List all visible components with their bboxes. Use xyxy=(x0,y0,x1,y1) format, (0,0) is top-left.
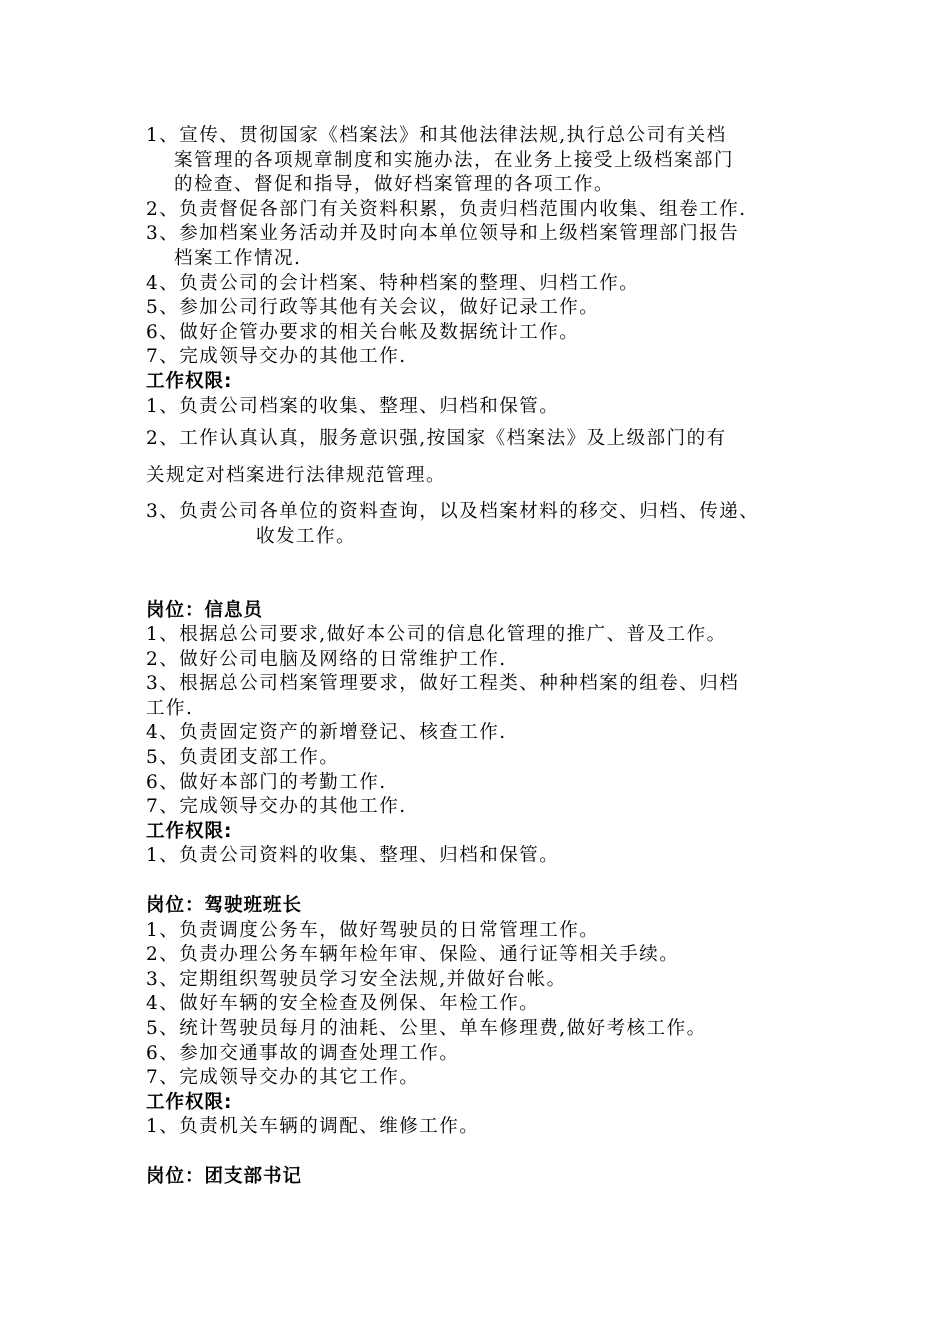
duty-item-continued: 工作. xyxy=(146,697,194,719)
authority-heading: 工作权限: xyxy=(146,820,233,842)
duty-item: 3、参加档案业务活动并及时向本单位领导和上级档案管理部门报告 xyxy=(146,223,740,245)
document-page xyxy=(146,124,846,1190)
authority-item: 2、工作认真认真，服务意识强,按国家《档案法》及上级部门的有 xyxy=(146,428,727,450)
position-heading-league-secretary: 岗位：团支部书记 xyxy=(146,1165,303,1187)
position-heading-driving-team-leader: 岗位：驾驶班班长 xyxy=(146,895,303,917)
duty-item: 7、完成领导交办的其他工作. xyxy=(146,346,407,368)
authority-item-continued: 收发工作。 xyxy=(256,525,357,547)
duty-item: 7、完成领导交办的其它工作。 xyxy=(146,1067,420,1089)
duty-item-continued: 的检查、督促和指导，做好档案管理的各项工作。 xyxy=(174,174,615,196)
duty-item: 2、做好公司电脑及网络的日常维护工作. xyxy=(146,648,507,670)
authority-item-continued: 关规定对档案进行法律规范管理。 xyxy=(146,464,447,486)
authority-item: 1、负责机关车辆的调配、维修工作。 xyxy=(146,1116,480,1138)
duty-item: 7、完成领导交办的其他工作. xyxy=(146,796,407,818)
duty-item: 4、做好车辆的安全检查及例保、年检工作。 xyxy=(146,993,540,1015)
archive-authority xyxy=(146,395,846,550)
duty-item: 2、负责办理公务车辆年检年审、保险、通行证等相关手续。 xyxy=(146,944,680,966)
duty-item: 3、根据总公司档案管理要求，做好工程类、种种档案的组卷、归档 xyxy=(146,673,740,695)
info-officer-duties xyxy=(146,623,846,820)
duty-item: 4、负责固定资产的新增登记、核查工作. xyxy=(146,722,507,744)
authority-item: 1、负责公司资料的收集、整理、归档和保管。 xyxy=(146,845,560,867)
duty-item: 3、定期组织驾驶员学习安全法规,并做好台帐。 xyxy=(146,968,567,990)
duty-item: 1、宣传、贯彻国家《档案法》和其他法律法规,执行总公司有关档 xyxy=(146,125,727,146)
duty-item: 6、参加交通事故的调查处理工作。 xyxy=(146,1042,460,1064)
authority-item: 3、负责公司各单位的资料查询，以及档案材料的移交、归档、传递、 xyxy=(146,501,760,523)
duty-item: 5、统计驾驶员每月的油耗、公里、单车修理费,做好考核工作。 xyxy=(146,1018,707,1039)
driving-leader-duties xyxy=(146,919,846,1091)
duty-item: 6、做好企管办要求的相关台帐及数据统计工作。 xyxy=(146,321,580,343)
authority-heading: 工作权限: xyxy=(146,370,233,392)
duty-item-continued: 档案工作情况. xyxy=(174,247,302,269)
authority-heading: 工作权限: xyxy=(146,1091,233,1113)
duty-item: 2、负责督促各部门有关资料积累，负责归档范围内收集、组卷工作. xyxy=(146,198,747,220)
duty-item: 4、负责公司的会计档案、特种档案的整理、归档工作。 xyxy=(146,272,640,294)
duty-item-continued: 案管理的各项规章制度和实施办法，在业务上接受上级档案部门 xyxy=(174,149,735,171)
duty-item: 5、负责团支部工作。 xyxy=(146,747,340,769)
position-heading-info-officer: 岗位：信息员 xyxy=(146,599,264,621)
duty-item: 6、做好本部门的考勤工作. xyxy=(146,771,387,793)
duty-item: 1、负责调度公务车，做好驾驶员的日常管理工作。 xyxy=(146,919,600,941)
duty-item: 5、参加公司行政等其他有关会议，做好记录工作。 xyxy=(146,297,600,319)
duty-item: 1、根据总公司要求,做好本公司的信息化管理的推广、普及工作。 xyxy=(146,624,727,646)
authority-item: 1、负责公司档案的收集、整理、归档和保管。 xyxy=(146,395,560,417)
archive-duties xyxy=(146,124,846,370)
